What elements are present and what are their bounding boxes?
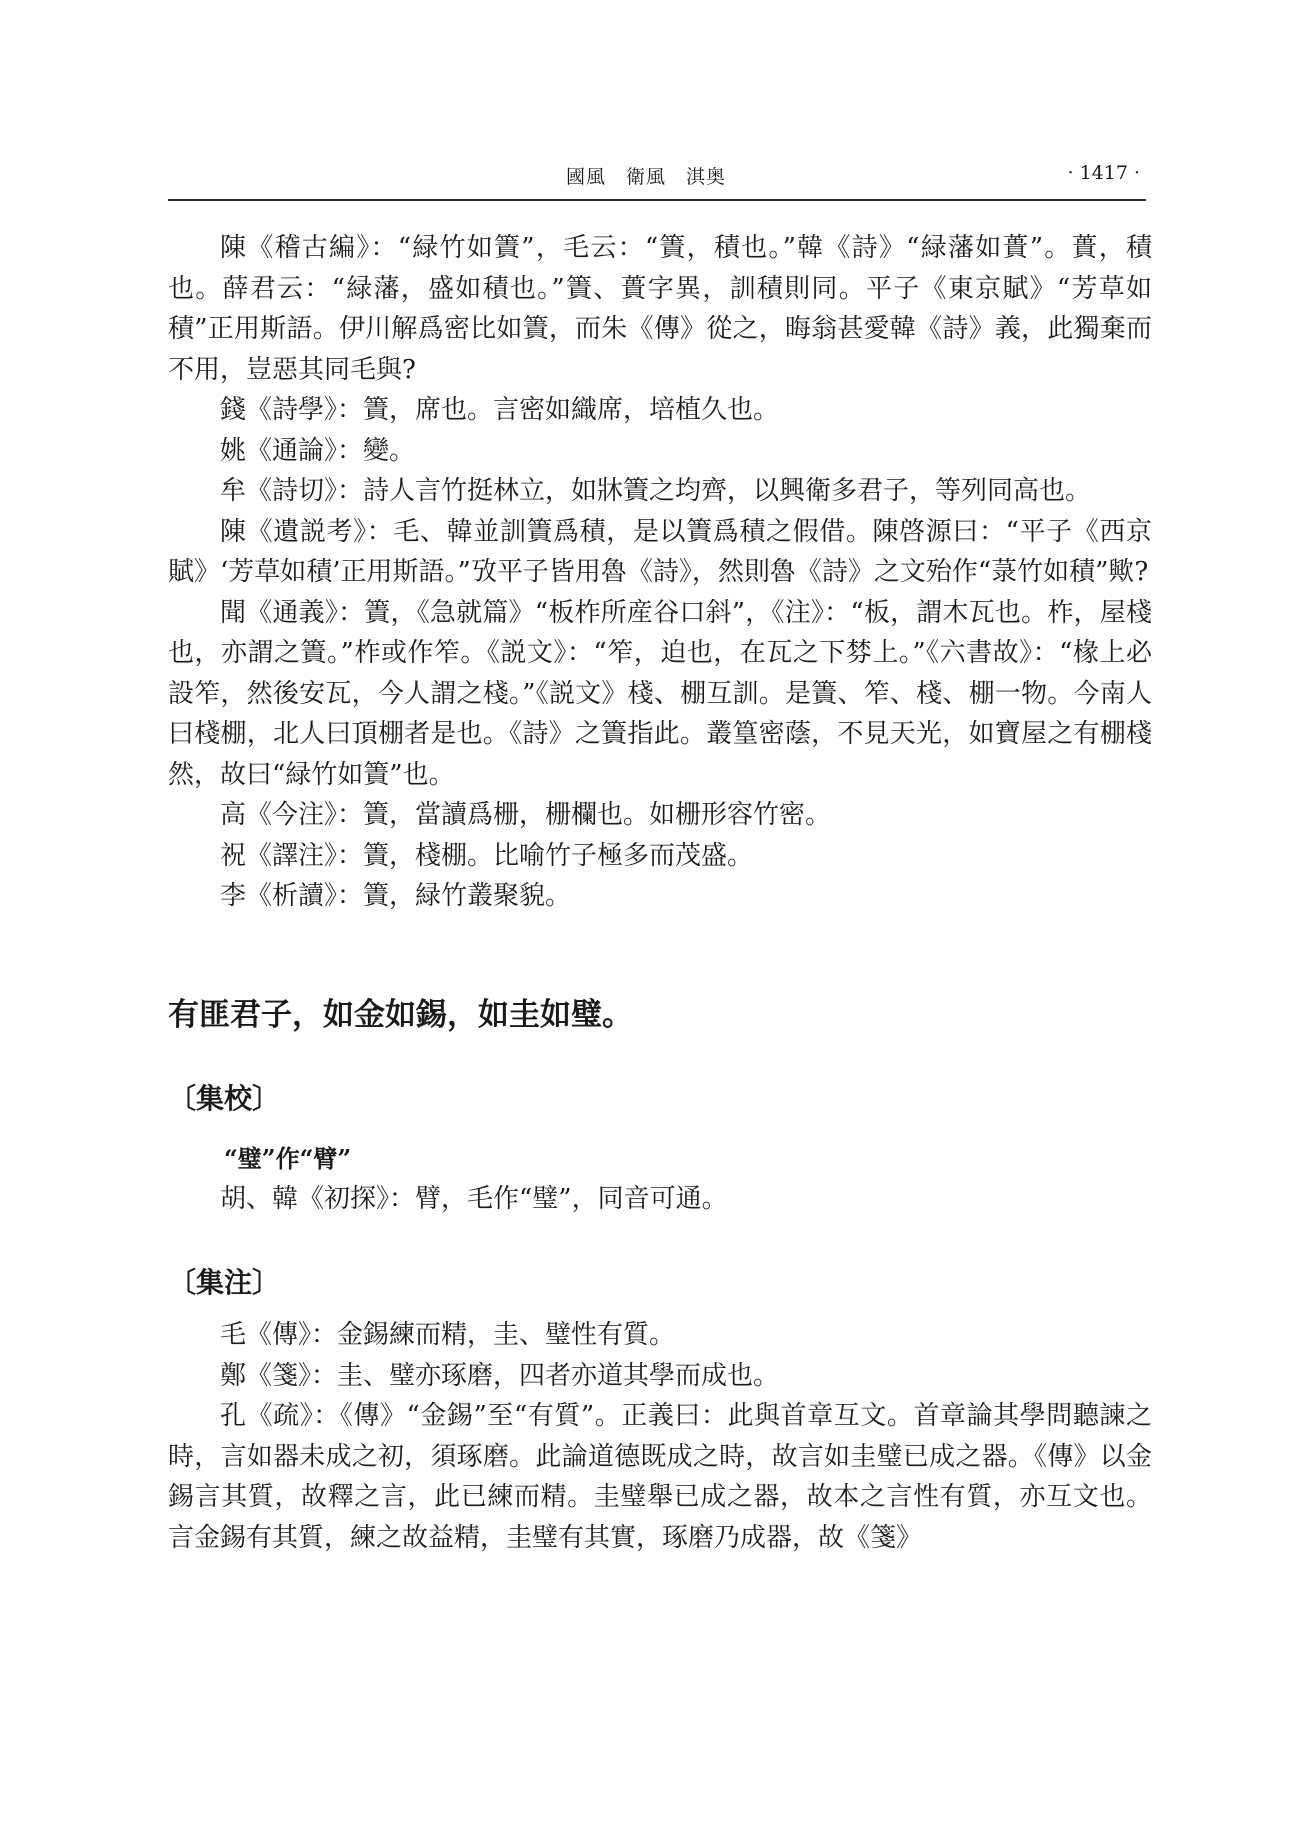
variant-subheading: “璧”作“臂” [224,1143,352,1173]
commentary-paragraph: 高《今注》：簀，當讀爲栅，栅欄也。如栅形容竹密。 [220,800,832,830]
commentary-paragraph: 胡、韓《初探》：臂，毛作“璧”，同音可通。 [220,1183,728,1214]
commentary-paragraph: 李《析讀》：簀，緑竹叢聚貌。 [220,881,572,911]
commentary-paragraph: 鄭《箋》：圭、璧亦琢磨，四者亦道其學而成也。 [220,1360,780,1391]
commentary-paragraph: 陳《遺説考》：毛、韓並訓簀爲積，是以簀爲積之假借。陳啓源曰：“平子《西京賦》‘芳草如積’正用斯語。”攷平子皆用魯《詩》，然則魯《詩》之文殆作“菉竹如積”歟? [168,516,1152,587]
jizhu-body [168,1315,1152,1558]
commentary-paragraph: 孔《疏》：《傳》“金錫”至“有質”。正義曰：此與首章互文。首章論其學問聽諫之時，言如器未成之初，須琢磨。此論道德既成之時，故言如圭璧已成之器。《傳》以金錫言其質，故釋之言，此已練而精。圭璧舉已成之器，故本之言性有質，亦互文也。言金錫有其質，練之故益精，圭璧有其實，琢磨乃成器，故《箋》 [168,1401,1152,1553]
commentary-paragraph: 姚《通論》：變。 [220,435,416,466]
running-header [168,158,1146,198]
commentary-paragraph: 牟《詩切》：詩人言竹挺林立，如牀簀之均齊，以興衛多君子，等列同高也。 [220,476,1092,506]
header-rule [168,199,1146,201]
verse-line: 有匪君子，如金如錫，如圭如璧。 [168,996,633,1033]
commentary-paragraph: 祝《譯注》：簀，棧棚。比喻竹子極多而茂盛。 [220,840,754,871]
commentary-paragraph: 錢《詩學》：簀，席也。言密如織席，培植久也。 [220,395,780,425]
section-heading-jizhu: 〔集注〕 [168,1266,281,1299]
page-body [168,228,1152,1558]
header-title: 國風 衛風 淇奥 [566,166,727,188]
commentary-paragraph: 聞《通義》：簀，《急就篇》“板柞所産谷口斜”，《注》：“板，謂木瓦也。柞，屋棧也，亦謂之簀。”柞或作笮。《説文》：“笮，迫也，在瓦之下棼上。”《六書故》：“椽上必設笮，然後安瓦，今人謂之棧。”《説文》棧、棚互訓。是簀、笮、棧、棚一物。今南人曰棧棚，北人曰頂棚者是也。《詩》之簀指此。叢篁密蔭，不見天光，如寶屋之有棚棧然，故曰“緑竹如簀”也。 [168,597,1152,790]
commentary-paragraph: 陳《稽古編》：“緑竹如簀”，毛云：“簀，積也。”韓《詩》“緑藩如蕢”。蕢，積也。薛君云：“緑藩，盛如積也。”簀、蕢字異，訓積則同。平子《東京賦》“芳草如積”正用斯語。伊川解爲密比如簀，而朱《傳》從之，晦翁甚愛韓《詩》義，此獨棄而不用，豈惡其同毛與? [168,233,1152,385]
page-number: · 1417 · [1067,162,1140,184]
commentary-paragraph: 毛《傳》：金錫練而精，圭、璧性有質。 [220,1320,676,1350]
section-heading-jijiao: 〔集校〕 [168,1081,281,1115]
